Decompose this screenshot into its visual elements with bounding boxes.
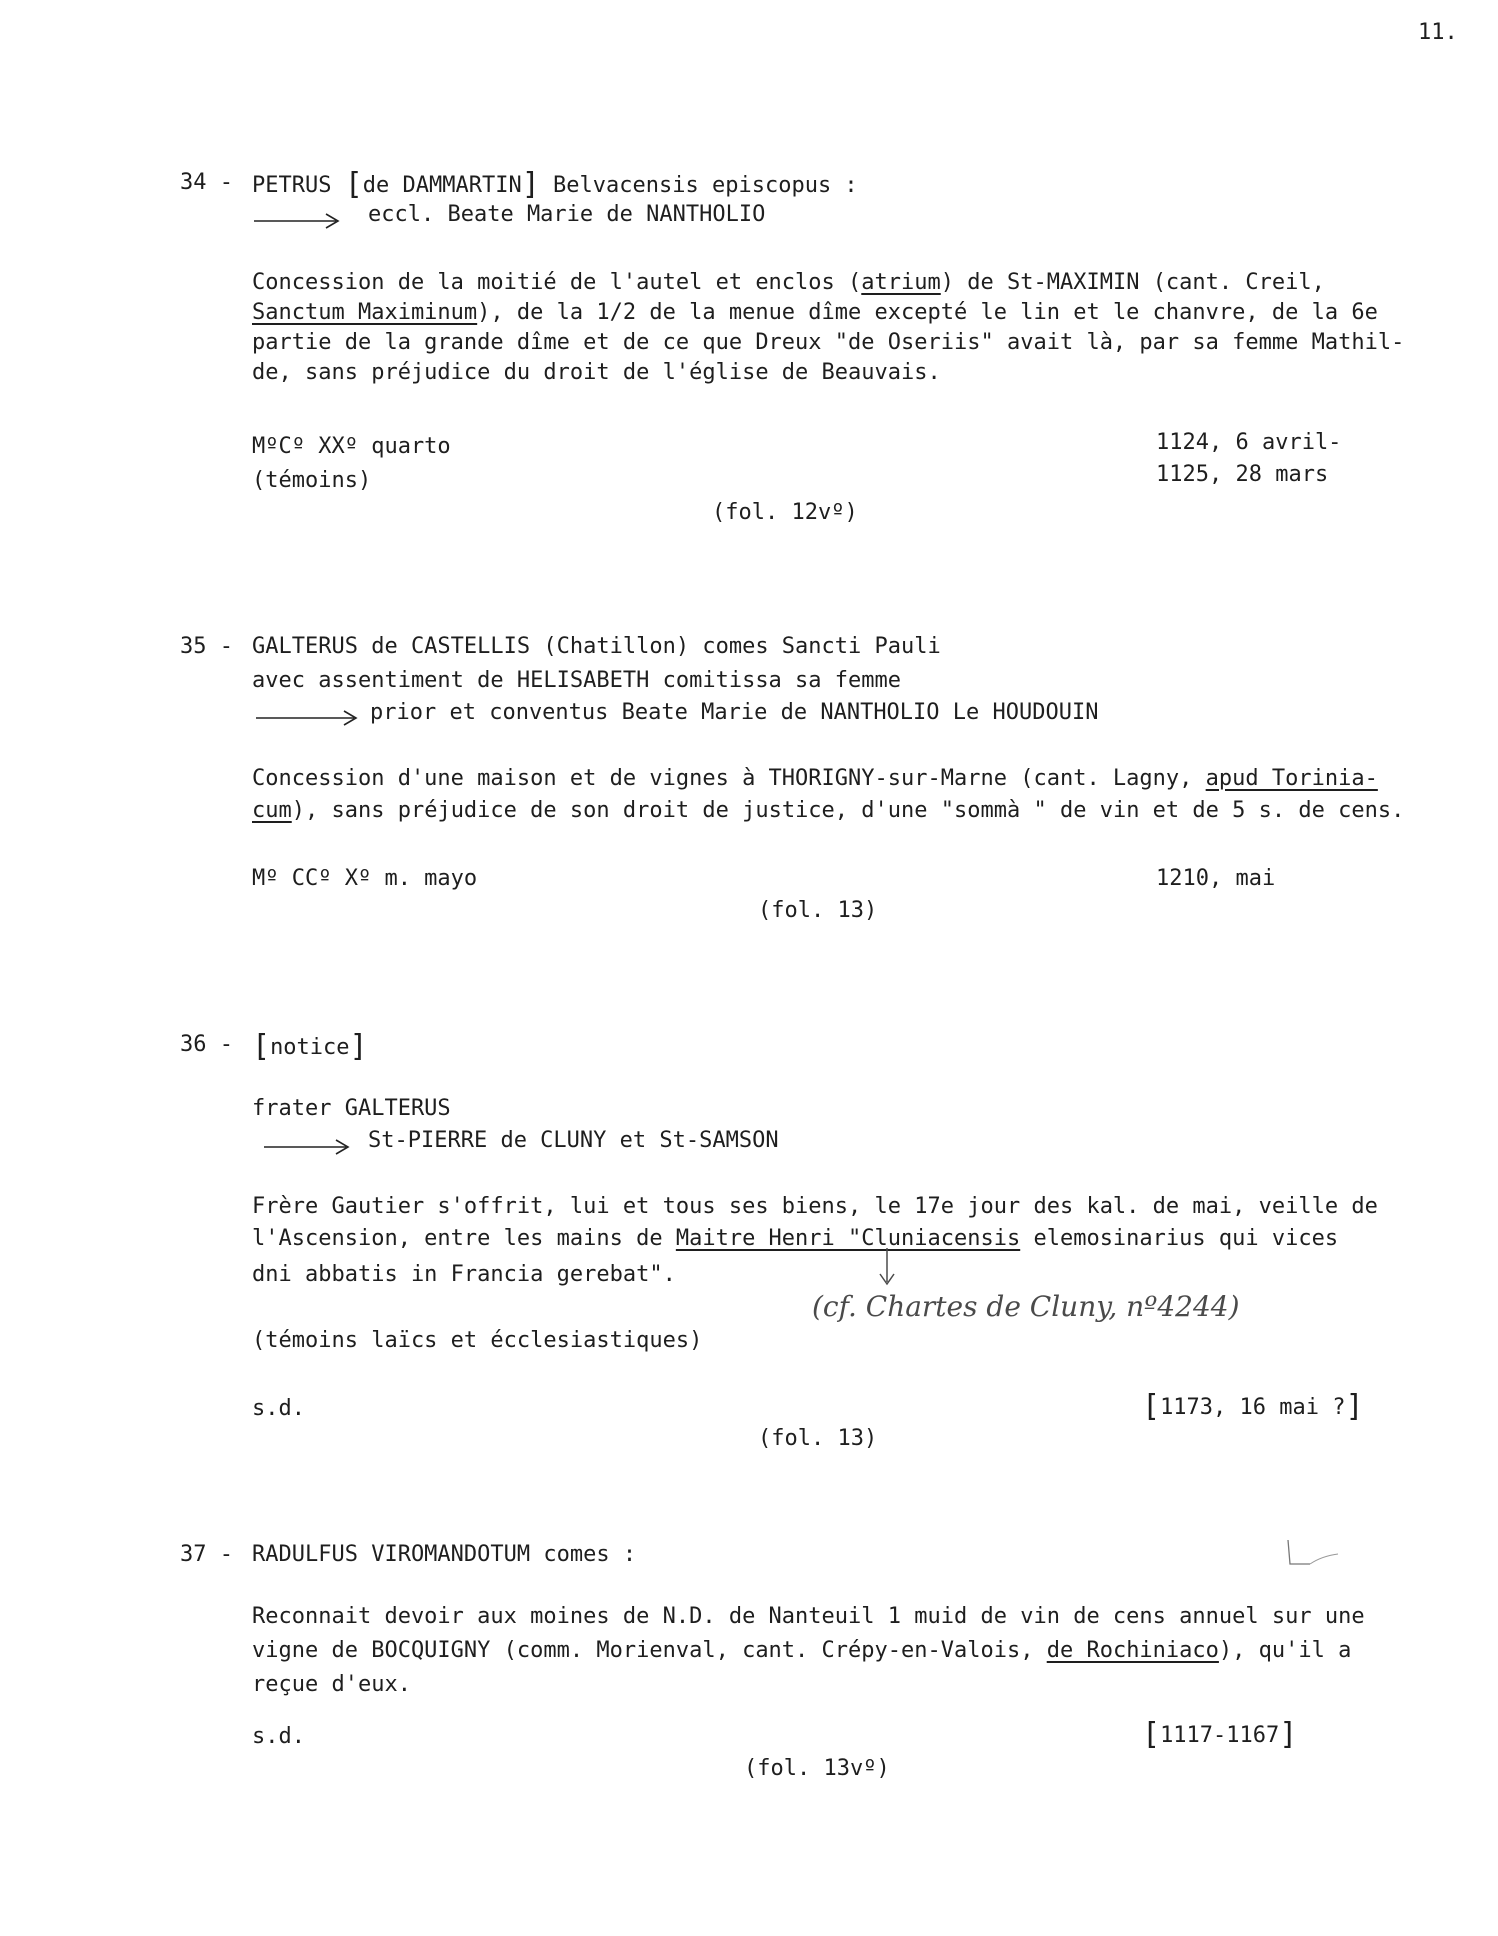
entry-36-description-line-2: l'Ascension, entre les mains de Maitre Henri "Cluniacensis elemosinarius qui vices	[252, 1226, 1339, 1251]
entry-34-description-line-1: Concession de la moitié de l'autel et enclos (atrium) de St-MAXIMIN (cant. Creil,	[252, 270, 1325, 295]
entry-35-heading-line-2: avec assentiment de HELISABETH comitissa sa femme	[252, 668, 902, 693]
entry-37-heading-line-1: RADULFUS VIROMANDOTUM comes :	[252, 1542, 637, 1567]
entry-37-description-line-1: Reconnait devoir aux moines de N.D. de Nanteuil 1 muid de vin de cens annuel sur une	[252, 1604, 1365, 1629]
entry-34-recipient: eccl. Beate Marie de NANTHOLIO	[368, 202, 766, 227]
entry-34-author-bracketed: de DAMMARTIN	[362, 173, 522, 198]
entry-36-date: [1173, 16 mai ?]	[1142, 1389, 1364, 1424]
entry-37-description-line-3: reçue d'eux.	[252, 1672, 411, 1697]
entry-34-author-title: Belvacensis episcopus :	[539, 173, 858, 198]
entry-34-number: 34 -	[180, 170, 233, 195]
entry-36-witnesses: (témoins laïcs et écclesiastiques)	[252, 1328, 703, 1353]
page-number: 11.	[1418, 20, 1458, 45]
entry-36-description-line-3: dni abbatis in Francia gerebat".	[252, 1262, 676, 1287]
entry-37-number: 37 -	[180, 1542, 233, 1567]
handwritten-arrow-icon	[872, 1246, 902, 1288]
entry-35-folio: (fol. 13)	[758, 898, 878, 923]
entry-36-folio: (fol. 13)	[758, 1426, 878, 1451]
entry-36-heading-line-2: frater GALTERUS	[252, 1096, 451, 1121]
entry-35-description-line-1: Concession d'une maison et de vignes à THORIGNY-sur-Marne (cant. Lagny, apud Torinia-	[252, 766, 1378, 791]
entry-34-witnesses: (témoins)	[252, 468, 372, 493]
right-arrow-icon	[262, 1130, 354, 1156]
right-arrow-icon	[252, 204, 344, 230]
entry-35-heading-line-1: GALTERUS de CASTELLIS (Chatillon) comes Sancti Pauli	[252, 634, 941, 659]
entry-34-heading-line-1: PETRUS [de DAMMARTIN] Belvacensis episcopus :	[252, 167, 858, 202]
entry-35-date-latin: Mº CCº Xº m. mayo	[252, 866, 478, 891]
entry-34-author: PETRUS	[252, 173, 345, 198]
entry-34-description-line-3: partie de la grande dîme et de ce que Dreux "de Oseriis" avait là, par sa femme Mathil-	[252, 330, 1405, 355]
entry-36-heading-line-1: [notice]	[252, 1029, 368, 1064]
entry-37-date-latin: s.d.	[252, 1724, 305, 1749]
handwritten-note: (cf. Chartes de Cluny, nº4244)	[812, 1290, 1240, 1323]
entry-35-recipient: prior et conventus Beate Marie de NANTHOLIO Le HOUDOUIN	[370, 700, 1099, 725]
entry-35-number: 35 -	[180, 634, 233, 659]
pencil-mark-icon	[1284, 1534, 1344, 1574]
entry-37-description-line-2: vigne de BOCQUIGNY (comm. Morienval, cant. Crépy-en-Valois, de Rochiniaco), qu'il a	[252, 1638, 1352, 1663]
entry-36-number: 36 -	[180, 1032, 233, 1057]
entry-35-description-line-2: cum), sans préjudice de son droit de justice, d'une "sommà " de vin et de 5 s. de cens.	[252, 798, 1405, 823]
entry-36-description-line-1: Frère Gautier s'offrit, lui et tous ses biens, le 17e jour des kal. de mai, veille de	[252, 1194, 1378, 1219]
entry-36-notice: notice	[270, 1035, 350, 1060]
entry-34-date-start: 1124, 6 avril-	[1156, 430, 1342, 455]
entry-34-description-line-4: de, sans préjudice du droit de l'église de Beauvais.	[252, 360, 941, 385]
entry-36-date-latin: s.d.	[252, 1396, 305, 1421]
right-arrow-icon	[254, 700, 362, 726]
entry-37-date: [1117-1167]	[1142, 1717, 1298, 1752]
entry-34-folio: (fol. 12vº)	[712, 500, 858, 525]
entry-36-recipient: St-PIERRE de CLUNY et St-SAMSON	[368, 1128, 779, 1153]
entry-34-description-line-2: Sanctum Maximinum), de la 1/2 de la menue dîme excepté le lin et le chanvre, de la 6e	[252, 300, 1378, 325]
entry-34-date-latin: MºCº XXº quarto	[252, 434, 451, 459]
entry-34-date-end: 1125, 28 mars	[1156, 462, 1329, 487]
entry-35-date: 1210, mai	[1156, 866, 1276, 891]
entry-37-folio: (fol. 13vº)	[744, 1756, 890, 1781]
